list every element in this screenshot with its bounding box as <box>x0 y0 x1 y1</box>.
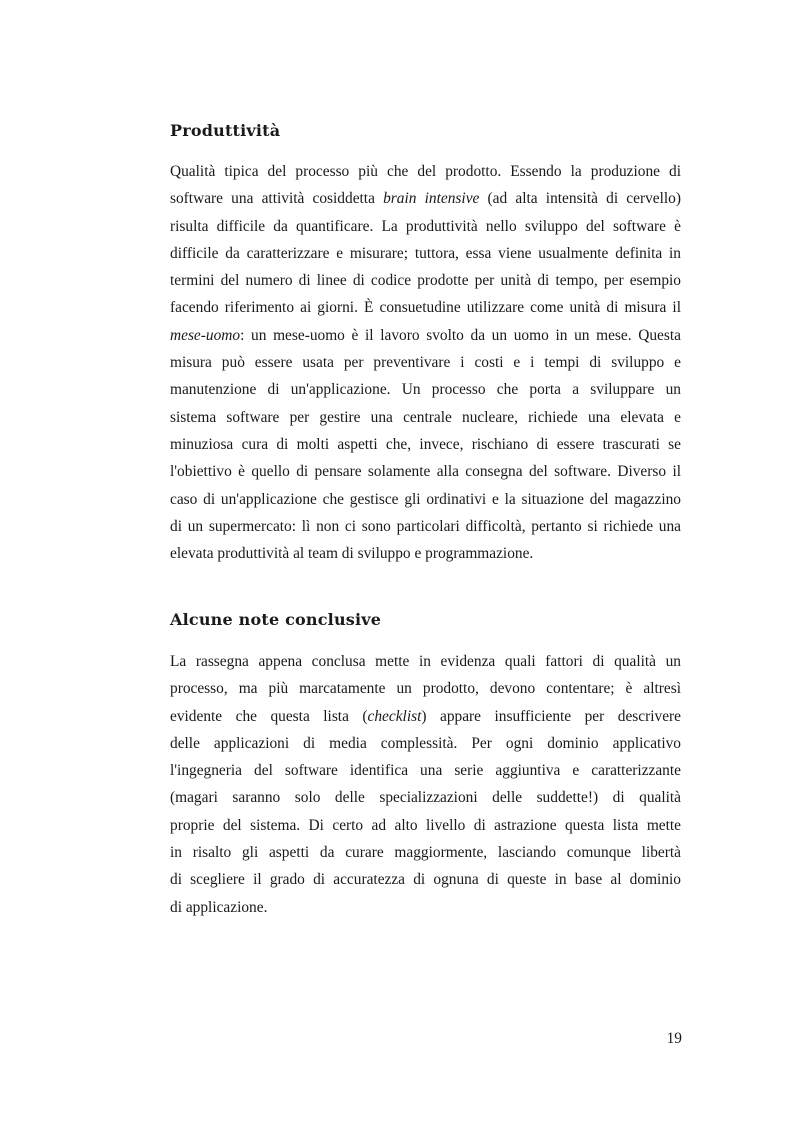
paragraph-note-conclusive <box>170 648 681 921</box>
text-line: di applicazione. <box>170 898 268 916</box>
text-line: l'ingegneria del software identifica una serie aggiuntiva e caratterizzante <box>170 762 681 780</box>
text-line: di un supermercato: lì non ci sono particolari difficoltà, pertanto si richiede una <box>170 517 681 535</box>
text-line: delle applicazioni di media complessità. Per ogni dominio applicativo <box>170 734 681 752</box>
paragraph-produttivita <box>170 158 681 567</box>
text-line: processo, ma più marcatamente un prodotto, devono contentare; è altresì <box>170 680 681 698</box>
page-number: 19 <box>666 1030 682 1047</box>
italic-term: checklist <box>367 707 422 725</box>
text-line: manutenzione di un'applicazione. Un processo che porta a sviluppare un <box>170 381 681 399</box>
text-line: termini del numero di linee di codice prodotte per unità di tempo, per esempio <box>170 272 681 290</box>
text-line: software una attività cosiddetta brain intensive (ad alta intensità di cervello) <box>170 190 681 208</box>
text-line: Qualità tipica del processo più che del prodotto. Essendo la produzione di <box>170 163 681 180</box>
text-line: facendo riferimento ai giorni. È consuetudine utilizzare come unità di misura il <box>170 299 681 317</box>
text-line: evidente che questa lista (checklist) appare insufficiente per descrivere <box>170 707 681 725</box>
section-title-produttivita: Produttività <box>170 121 281 140</box>
text-line: l'obiettivo è quello di pensare solamente alla consegna del software. Diverso il <box>170 463 681 481</box>
text-line: misura può essere usata per preventivare i costi e i tempi di sviluppo e <box>170 354 681 372</box>
text-line: risulta difficile da quantificare. La produttività nello sviluppo del software è <box>170 217 681 235</box>
text-line: mese-uomo: un mese-uomo è il lavoro svolto da un uomo in un mese. Questa <box>170 326 681 344</box>
text-line: difficile da caratterizzare e misurare; tuttora, essa viene usualmente definita in <box>170 244 681 262</box>
text-line: di scegliere il grado di accuratezza di ognuna di queste in base al dominio <box>170 871 681 889</box>
text-line: elevata produttività al team di sviluppo e programmazione. <box>170 545 534 563</box>
italic-term: mese-uomo <box>170 326 241 344</box>
text-line: La rassegna appena conclusa mette in evidenza quali fattori di qualità un <box>170 653 681 670</box>
text-line: (magari saranno solo delle specializzazioni delle suddette!) di qualità <box>170 789 681 807</box>
section-title-note-conclusive: Alcune note conclusive <box>170 610 382 629</box>
text-line: sistema software per gestire una centrale nucleare, richiede una elevata e <box>170 408 681 426</box>
text-line: minuziosa cura di molti aspetti che, invece, rischiano di essere trascurati se <box>170 435 681 453</box>
text-line: proprie del sistema. Di certo ad alto livello di astrazione questa lista mette <box>170 816 681 834</box>
italic-term: brain intensive <box>383 190 480 208</box>
text-line: in risalto gli aspetti da curare maggiormente, lasciando comunque libertà <box>170 844 681 862</box>
text-line: caso di un'applicazione che gestisce gli ordinativi e la situazione del magazzino <box>170 490 681 508</box>
